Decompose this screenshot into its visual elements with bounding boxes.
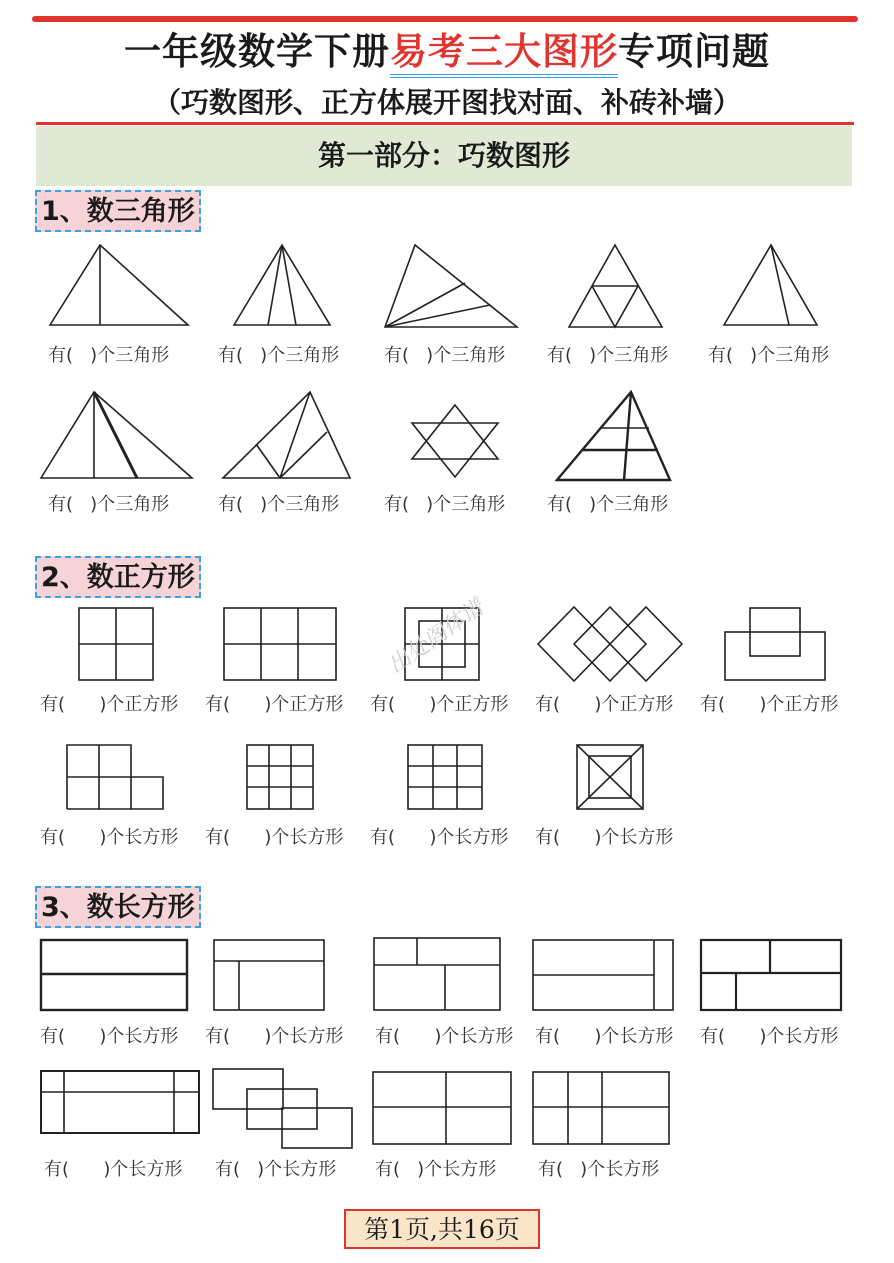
rectangle-figure-2 [213, 939, 325, 1011]
answer-label: 有( )个长方形 [538, 1159, 660, 1180]
answer-label: 有( )个长方形 [205, 827, 344, 848]
triangle-figure-5 [723, 245, 819, 327]
answer-label: 有( )个三角形 [218, 345, 340, 366]
answer-label: 有( )个正方形 [40, 694, 179, 715]
divider-line [36, 122, 854, 125]
answer-label: 有( )个长方形 [44, 1159, 183, 1180]
answer-label: 有( )个三角形 [547, 494, 669, 515]
page-title: 一年级数学下册易考三大图形专项问题 [0, 28, 894, 76]
triangle-figure-1 [50, 245, 190, 327]
answer-label: 有( )个长方形 [370, 827, 509, 848]
answer-label: 有( )个三角形 [708, 345, 830, 366]
answer-label: 有( )个正方形 [700, 694, 839, 715]
section-heading-triangles: 1、数三角形 [35, 190, 201, 232]
title-highlight: 易考三大图形 [390, 30, 618, 78]
square-figure-8 [407, 744, 483, 810]
answer-label: 有( )个三角形 [384, 345, 506, 366]
rectangle-figure-5 [700, 939, 842, 1011]
answer-label: 有( )个长方形 [375, 1159, 497, 1180]
answer-label: 有( )个正方形 [370, 694, 509, 715]
square-figure-6 [66, 744, 166, 810]
answer-label: 有( )个三角形 [48, 494, 170, 515]
triangle-figure-8 [410, 405, 500, 479]
part-banner: 第一部分：巧数图形 [36, 126, 852, 186]
triangle-figure-2 [232, 245, 332, 327]
square-figure-9 [576, 744, 644, 810]
answer-label: 有( )个长方形 [535, 1026, 674, 1047]
rectangle-figure-3 [373, 937, 501, 1011]
answer-label: 有( )个正方形 [535, 694, 674, 715]
square-figure-4 [537, 607, 683, 681]
answer-label: 有( )个三角形 [384, 494, 506, 515]
section-heading-rectangles: 3、数长方形 [35, 886, 201, 928]
rectangle-figure-9 [532, 1071, 670, 1145]
rectangle-figure-4 [532, 939, 674, 1011]
section-heading-squares: 2、数正方形 [35, 556, 201, 598]
answer-label: 有( )个长方形 [700, 1026, 839, 1047]
rectangle-figure-6 [40, 1070, 200, 1134]
rectangle-figure-8 [372, 1071, 512, 1145]
page-subtitle: （巧数图形、正方体展开图找对面、补砖补墙） [152, 86, 741, 119]
answer-label: 有( )个长方形 [205, 1026, 344, 1047]
triangle-figure-6 [40, 392, 195, 480]
answer-label: 有( )个长方形 [375, 1026, 514, 1047]
triangle-figure-9 [556, 392, 672, 482]
square-figure-5 [724, 607, 826, 681]
answer-label: 有( )个正方形 [205, 694, 344, 715]
page-number: 第1页,共16页 [344, 1209, 540, 1249]
watermark: 出处阁体谱 [383, 595, 489, 679]
rectangle-figure-7 [212, 1068, 354, 1150]
answer-label: 有( )个长方形 [40, 827, 179, 848]
square-figure-2 [223, 607, 337, 681]
triangle-figure-3 [385, 245, 520, 329]
triangle-figure-4 [568, 245, 664, 329]
answer-label: 有( )个长方形 [40, 1026, 179, 1047]
triangle-figure-7 [222, 392, 352, 480]
square-figure-7 [246, 744, 314, 810]
answer-label: 有( )个长方形 [215, 1159, 337, 1180]
square-figure-1 [78, 607, 154, 681]
top-red-bar [32, 16, 858, 22]
answer-label: 有( )个三角形 [218, 494, 340, 515]
answer-label: 有( )个长方形 [535, 827, 674, 848]
answer-label: 有( )个三角形 [48, 345, 170, 366]
answer-label: 有( )个三角形 [547, 345, 669, 366]
rectangle-figure-1 [40, 939, 188, 1011]
